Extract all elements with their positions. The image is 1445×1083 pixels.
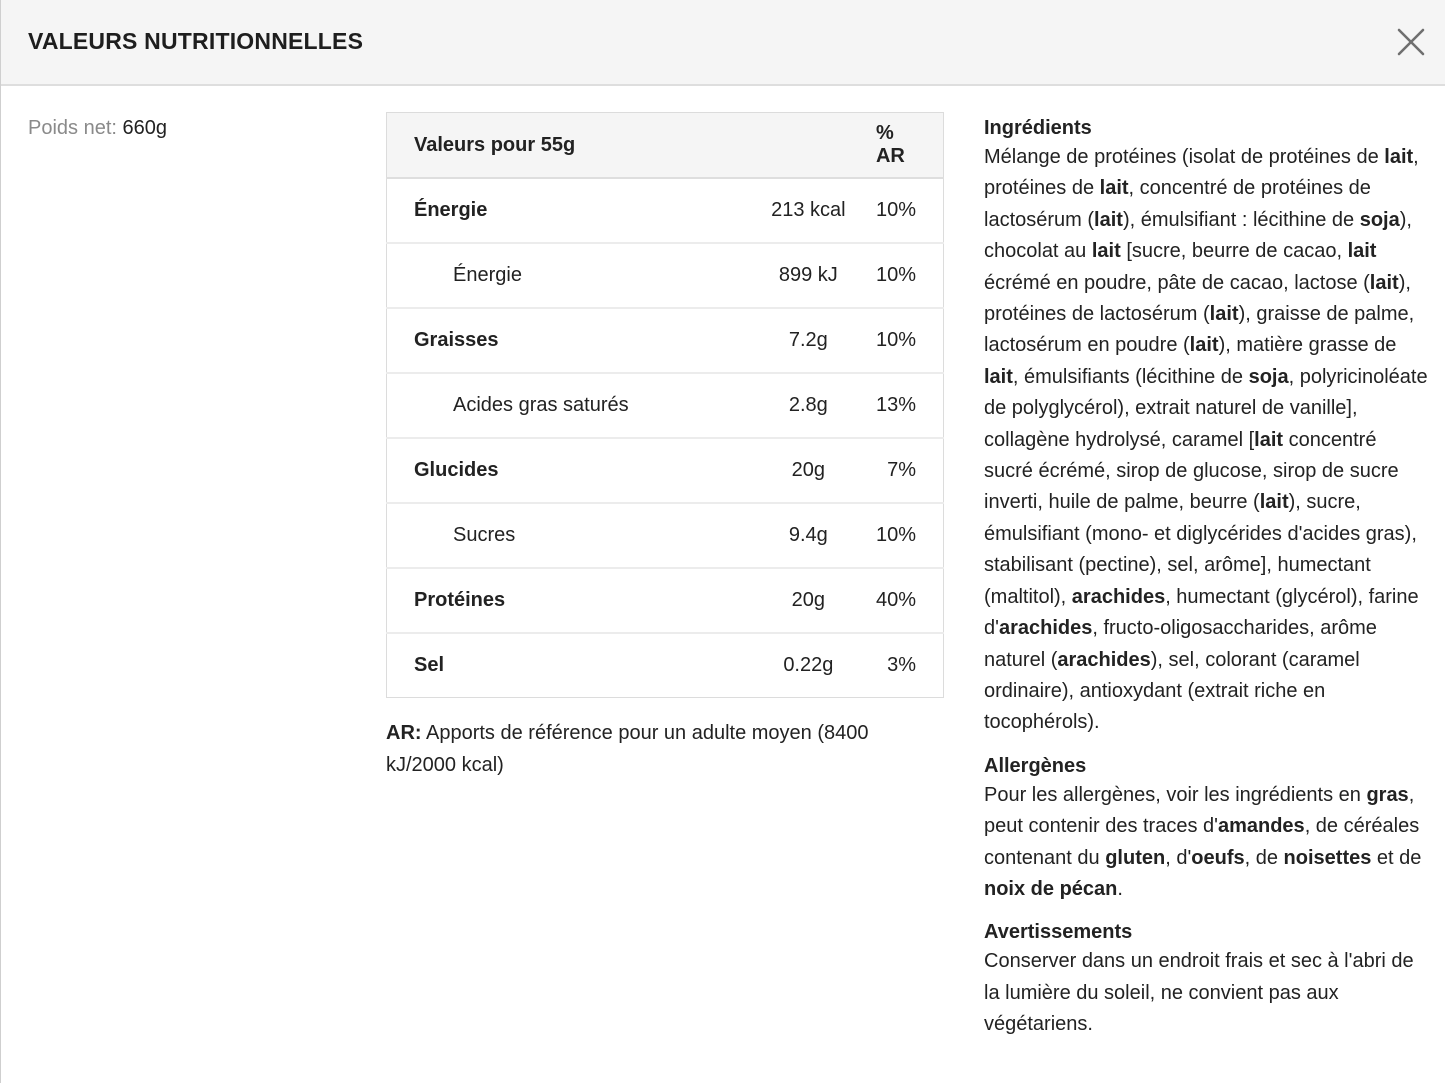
nutrient-ar: 10% — [876, 503, 944, 568]
table-row — [387, 438, 944, 503]
bold-segment: amandes — [1217, 815, 1305, 838]
text-segment: concentré sucré écrémé, sirop de glucose, sirop de sucre inverti, huile de palme, beurre ( — [984, 428, 1399, 514]
text-segment: , protéines de — [984, 146, 1419, 200]
product-info-column — [984, 114, 1429, 1041]
nutrient-ar: 40% — [876, 568, 944, 633]
text-segment: , de — [1244, 846, 1284, 869]
nutrient-ar: 13% — [876, 373, 944, 438]
text-segment: écrémé en poudre, pâte de cacao, lactose ( — [984, 271, 1370, 294]
table-row — [387, 633, 944, 698]
bold-segment: lait — [1094, 208, 1123, 231]
nutrient-amount: 899 kJ — [741, 243, 876, 308]
table-row — [387, 243, 944, 308]
net-weight-value: 660g — [122, 117, 168, 139]
warnings-section — [984, 918, 1429, 1040]
nutrient-name: Protéines — [387, 568, 741, 633]
nutrient-ar: 10% — [876, 243, 944, 308]
text-segment: , concentré de protéines de lactosérum ( — [984, 177, 1371, 231]
bold-segment: soja — [1248, 365, 1289, 388]
text-segment: . — [1117, 877, 1123, 900]
bold-segment: noisettes — [1283, 846, 1372, 869]
net-weight — [28, 117, 167, 140]
nutrition-table — [386, 112, 944, 698]
nutrient-name: Énergie — [387, 243, 741, 308]
table-header-ar: % AR — [876, 113, 944, 179]
table-row — [387, 568, 944, 633]
text-segment: , de céréales contenant du — [984, 815, 1420, 869]
nutrient-name: Sucres — [387, 503, 741, 568]
text-segment: ), matière grasse de — [1218, 334, 1397, 357]
nutrient-amount: 20g — [741, 568, 876, 633]
bold-segment: noix de pécan — [984, 877, 1118, 900]
text-segment: ), sucre, émulsifiant (mono- et diglycérides d'acides gras), stabilisant (pectine), sel, arôme], humectant (maltitol), — [984, 491, 1417, 608]
text-segment: Mélange de protéines (isolat de protéines de — [984, 146, 1385, 168]
table-header-basis: Valeurs pour 55g — [387, 113, 876, 179]
text-segment: ), graisse de palme, lactosérum en poudre ( — [984, 303, 1415, 357]
table-header-row — [387, 113, 944, 179]
ingredients-text — [984, 142, 1429, 739]
bold-segment: oeufs — [1191, 846, 1245, 869]
ar-note-label: AR: — [386, 722, 422, 744]
nutrient-ar: 10% — [876, 308, 944, 373]
nutrient-name: Acides gras saturés — [387, 373, 741, 438]
text-segment: , peut contenir des traces d' — [984, 783, 1415, 838]
text-segment: , d' — [1165, 846, 1192, 869]
modal-title: VALEURS NUTRITIONNELLES — [28, 28, 364, 54]
nutrient-name: Glucides — [387, 438, 741, 503]
allergens-text — [984, 780, 1429, 906]
nutrient-name: Sel — [414, 654, 445, 676]
bold-segment: soja — [1359, 208, 1400, 231]
bold-segment: lait — [1347, 240, 1377, 263]
bold-segment: lait — [1259, 491, 1289, 514]
text-segment: , fructo-oligosaccharides, arôme naturel ( — [984, 617, 1377, 671]
text-segment: ), émulsifiant : lécithine de — [1122, 208, 1360, 231]
nutrient-amount: 2.8g — [741, 373, 876, 438]
text-segment: , humectant (glycérol), farine d' — [984, 585, 1419, 640]
nutrient-name: Graisses — [387, 308, 741, 373]
bold-segment: lait — [1384, 146, 1414, 168]
text-segment: ), protéines de lactosérum ( — [984, 271, 1411, 326]
nutrient-ar: 3% — [887, 654, 916, 676]
ar-note — [386, 718, 926, 781]
text-segment: Pour les allergènes, voir les ingrédients en — [984, 783, 1367, 806]
modal-header — [1, 0, 1445, 86]
text-segment: ), chocolat au — [984, 208, 1412, 263]
bold-segment: lait — [1091, 240, 1121, 263]
nutrient-amount: 213 kcal — [741, 178, 876, 243]
warnings-text: Conserver dans un endroit frais et sec à l'abri de la lumière du soleil, ne convient pas aux végétariens. — [984, 950, 1414, 1036]
close-button[interactable] — [1394, 25, 1428, 59]
nutrition-table-body — [387, 178, 944, 698]
bold-segment: lait — [984, 365, 1013, 388]
bold-segment: arachides — [1057, 648, 1151, 671]
nutrient-amount: 7.2g — [741, 308, 876, 373]
warnings-title: Avertissements — [984, 921, 1133, 944]
nutrient-name: Énergie — [387, 178, 741, 243]
allergens-section — [984, 752, 1429, 906]
close-icon — [1394, 25, 1428, 59]
nutrient-amount: 9.4g — [741, 503, 876, 568]
table-row — [387, 308, 944, 373]
text-segment: [sucre, beurre de cacao, — [1120, 240, 1348, 263]
nutrient-ar: 7% — [876, 438, 944, 503]
bold-segment: lait — [1189, 334, 1219, 357]
bold-segment: arachides — [1071, 585, 1166, 608]
net-weight-label: Poids net: — [28, 117, 117, 139]
allergens-title: Allergènes — [984, 754, 1087, 777]
bold-segment: lait — [1209, 303, 1239, 326]
text-segment: , émulsifiants (lécithine de — [1012, 365, 1249, 388]
bold-segment: lait — [1369, 271, 1399, 294]
bold-segment: gras — [1366, 783, 1409, 806]
bold-segment: gluten — [1105, 846, 1166, 869]
text-segment: , polyricinoléate de polyglycérol), extrait naturel de vanille], collagène hydrolysé, caramel [ — [984, 365, 1428, 451]
nutrient-amount: 0.22g — [783, 654, 834, 676]
nutrient-ar: 10% — [876, 178, 944, 243]
table-row — [387, 373, 944, 438]
bold-segment: arachides — [998, 617, 1093, 640]
nutrient-amount: 20g — [741, 438, 876, 503]
ingredients-section — [984, 114, 1429, 739]
text-segment: ), sel, colorant (caramel ordinaire), antioxydant (extrait riche en tocophérols). — [984, 648, 1360, 734]
text-segment: et de — [1371, 846, 1422, 869]
ingredients-title: Ingrédients — [984, 117, 1092, 139]
table-row — [387, 178, 944, 243]
table-row — [387, 503, 944, 568]
bold-segment: lait — [1254, 428, 1284, 451]
ar-note-text: Apports de référence pour un adulte moyen (8400 kJ/2000 kcal) — [386, 722, 869, 776]
bold-segment: lait — [1099, 177, 1129, 200]
